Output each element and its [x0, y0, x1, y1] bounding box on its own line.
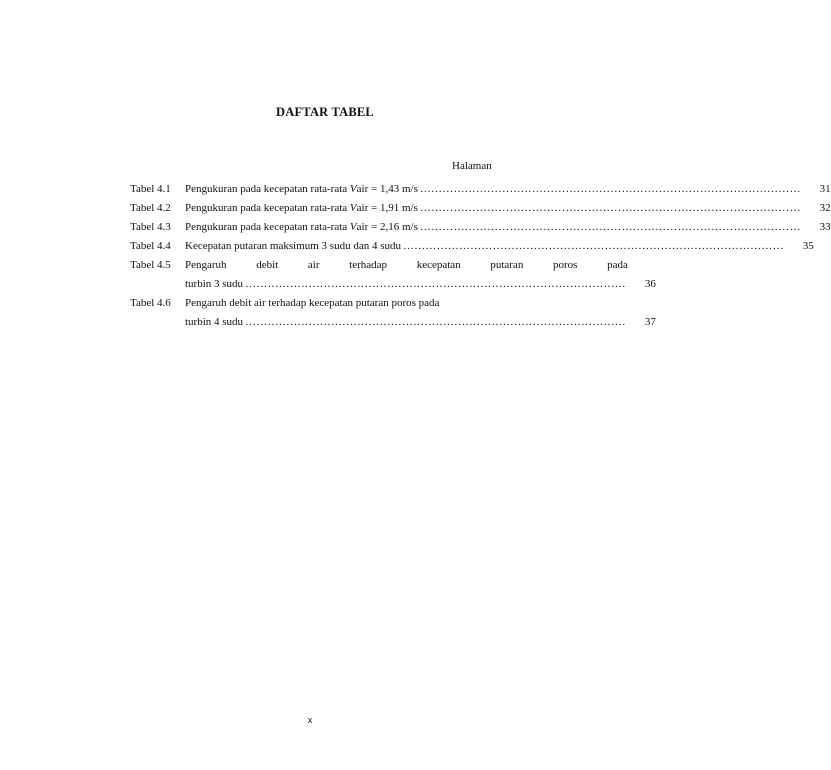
table-caption-line1: Pengaruh debit air terhadap kecepatan putaran poros pada [185, 259, 628, 271]
leader-dots [245, 275, 626, 294]
page-ref: 31 [819, 183, 831, 195]
page-ref: 35 [802, 240, 814, 252]
leader-dots [245, 313, 626, 332]
table-caption: Kecepatan putaran maksimum 3 sudu dan 4 sudu [185, 240, 401, 252]
leader-dots [403, 237, 784, 256]
table-caption: Pengukuran pada kecepatan rata-rata Vair = 2,16 m/s [185, 221, 418, 233]
page-title: DAFTAR TABEL [276, 105, 374, 119]
table-caption-line2: turbin 4 sudu [185, 316, 244, 328]
table-caption-line1: Pengaruh debit air terhadap kecepatan putaran poros pada [185, 297, 440, 309]
page-number: x [307, 715, 313, 725]
list-item[interactable] [130, 218, 831, 237]
table-label: Tabel 4.1 [130, 183, 171, 195]
table-label: Tabel 4.4 [130, 240, 171, 252]
page-ref: 33 [819, 221, 831, 233]
table-label: Tabel 4.5 [130, 259, 171, 271]
page-ref: 36 [644, 278, 656, 290]
page-ref: 37 [644, 316, 656, 328]
table-caption: Pengukuran pada kecepatan rata-rata Vair = 1,91 m/s [185, 202, 418, 214]
page-column-header: Halaman [452, 160, 492, 172]
leader-dots [420, 180, 801, 199]
table-caption-line2: turbin 3 sudu [185, 278, 244, 290]
page-ref: 32 [819, 202, 831, 214]
table-label: Tabel 4.2 [130, 202, 171, 214]
leader-dots [420, 218, 801, 237]
leader-dots [420, 199, 801, 218]
table-label: Tabel 4.6 [130, 297, 171, 309]
list-item[interactable] [130, 199, 831, 218]
list-item[interactable] [130, 256, 656, 294]
table-label: Tabel 4.3 [130, 221, 171, 233]
table-caption: Pengukuran pada kecepatan rata-rata Vair = 1,43 m/s [185, 183, 418, 195]
list-item[interactable] [130, 237, 814, 256]
list-item[interactable] [130, 294, 656, 332]
table-list [130, 180, 831, 332]
list-item[interactable] [130, 180, 831, 199]
